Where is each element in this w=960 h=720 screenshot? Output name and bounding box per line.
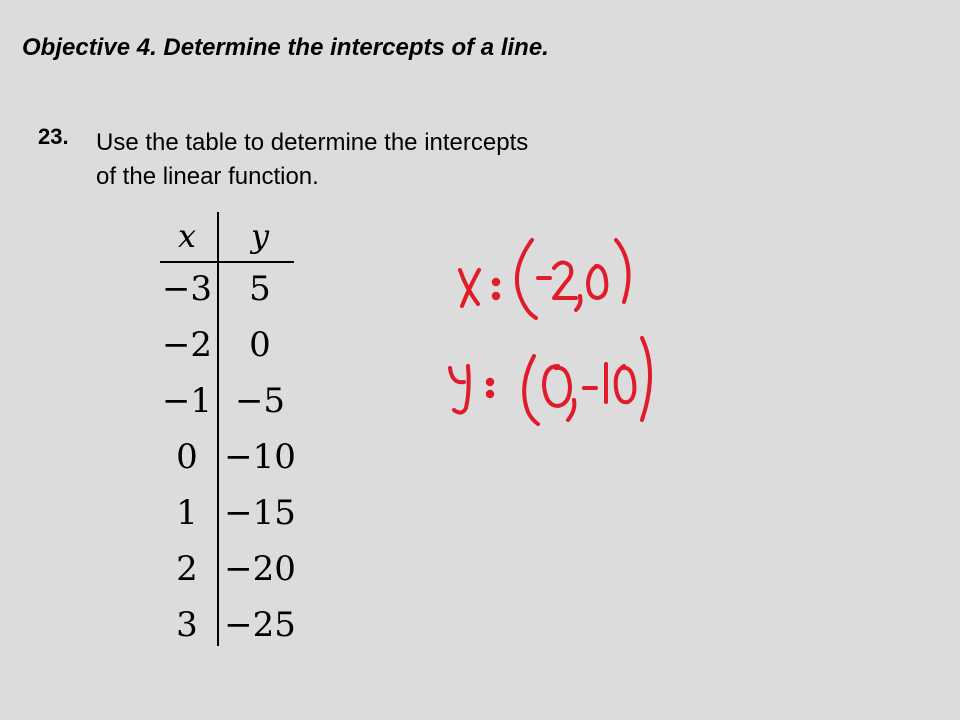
table-cell-y: −10	[224, 437, 296, 477]
table-cell-y: 0	[249, 325, 271, 365]
table-cell-x: 1	[176, 493, 198, 533]
problem-number: 23.	[38, 124, 69, 149]
instruction-line-1: Use the table to determine the intercepts	[96, 129, 529, 156]
handwritten-answer	[430, 220, 690, 440]
instruction-line-2: of the linear function.	[96, 163, 319, 190]
table-vertical-rule	[217, 212, 219, 646]
table-cell-y: −5	[234, 381, 286, 421]
table-cell-x: 3	[176, 605, 198, 645]
table-cell-y: −25	[224, 605, 296, 645]
table-header-x: x	[177, 217, 197, 255]
table-cell-x: −1	[161, 381, 213, 421]
table-cell-x: 2	[176, 549, 198, 589]
x-intercept-answer	[460, 240, 629, 318]
table-cell-y: 5	[249, 269, 271, 309]
table-cell-y: −20	[224, 549, 296, 589]
problem-instructions	[96, 126, 716, 194]
table-cell-x: −3	[161, 269, 213, 309]
y-intercept-answer	[450, 338, 650, 424]
table-cell-y: −15	[224, 493, 296, 533]
xy-table	[160, 212, 300, 646]
table-header-rule	[160, 261, 294, 263]
handwritten-answer-drawing	[430, 220, 690, 440]
table-cell-x: −2	[161, 325, 213, 365]
table-header-y: y	[250, 217, 270, 255]
objective-heading: Objective 4. Determine the intercepts of a line.	[22, 34, 549, 61]
table-cell-x: 0	[176, 437, 198, 477]
y-intercept-text	[430, 220, 435, 221]
